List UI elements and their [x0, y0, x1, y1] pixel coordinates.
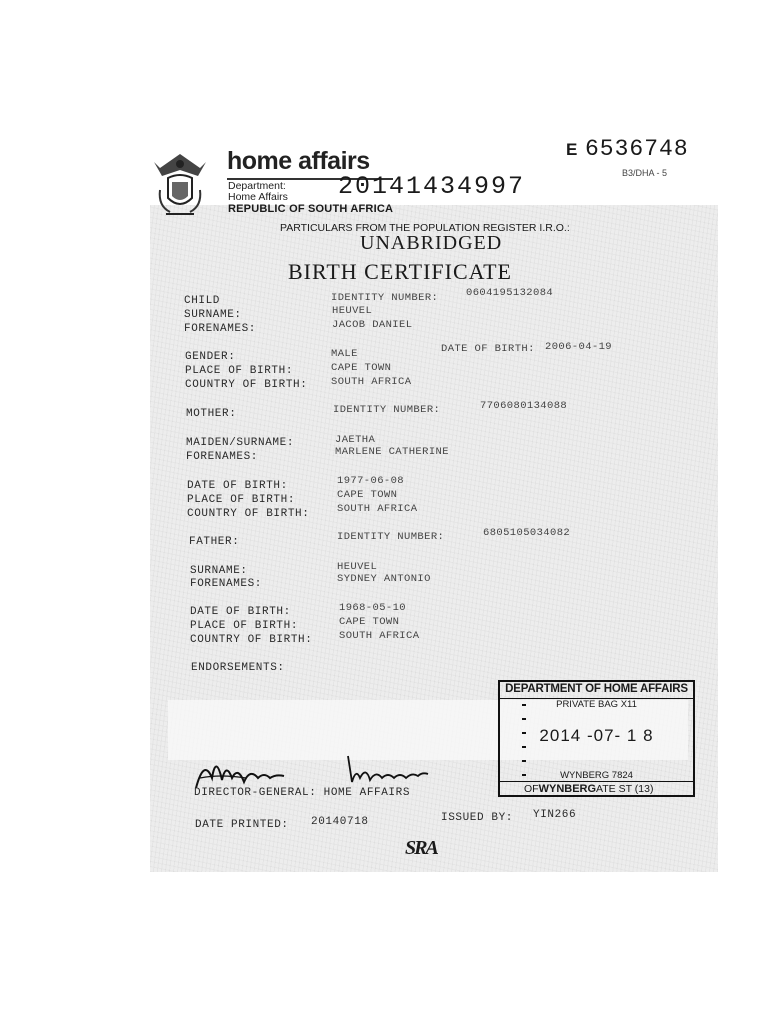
- mother-surname: JAETHA: [335, 434, 376, 446]
- child-cob-label: COUNTRY OF BIRTH:: [185, 379, 308, 391]
- stamp-office-name: WYNBERG: [538, 783, 597, 795]
- child-id-label: IDENTITY NUMBER:: [331, 292, 439, 304]
- country-name: REPUBLIC OF SOUTH AFRICA: [228, 203, 394, 215]
- mother-forenames: MARLENE CATHERINE: [335, 446, 449, 458]
- mother-id-number: 7706080134088: [480, 400, 568, 412]
- father-id-number: 6805105034082: [483, 527, 571, 539]
- stamp-office-prefix: OF: [524, 783, 539, 795]
- mother-section-label: MOTHER:: [186, 408, 237, 420]
- father-forenames-label: FORENAMES:: [190, 578, 263, 590]
- particulars-heading: PARTICULARS FROM THE POPULATION REGISTER I.R.O.:: [280, 222, 570, 234]
- signatory-title: DIRECTOR-GENERAL: HOME AFFAIRS: [194, 787, 411, 799]
- mother-surname-label: MAIDEN/SURNAME:: [186, 437, 295, 449]
- mother-id-label: IDENTITY NUMBER:: [333, 404, 441, 416]
- father-cob-label: COUNTRY OF BIRTH:: [190, 634, 313, 646]
- issued-by-label: ISSUED BY:: [441, 812, 514, 824]
- child-dob: 2006-04-19: [545, 341, 613, 353]
- child-gender-label: GENDER:: [185, 351, 236, 363]
- child-pob-label: PLACE OF BIRTH:: [185, 365, 294, 377]
- serial-number: 6536748: [585, 136, 689, 162]
- stamp-heading: DEPARTMENT OF HOME AFFAIRS: [505, 683, 688, 695]
- coat-of-arms-icon: [150, 150, 210, 220]
- child-cob: SOUTH AFRICA: [331, 376, 412, 388]
- mother-forenames-label: FORENAMES:: [186, 451, 259, 463]
- child-pob: CAPE TOWN: [331, 362, 392, 374]
- reference-number: 20141434997: [338, 172, 526, 201]
- department-name: Home Affairs: [228, 191, 288, 203]
- form-code: B3/DHA - 5: [622, 168, 668, 178]
- office-stamp: [498, 680, 695, 797]
- father-section-label: FATHER:: [189, 536, 240, 548]
- stamp-office-code: (13): [634, 783, 654, 795]
- father-dob: 1968-05-10: [339, 602, 407, 614]
- father-dob-label: DATE OF BIRTH:: [190, 606, 291, 618]
- department-block: [228, 181, 288, 203]
- father-cob: SOUTH AFRICA: [339, 630, 420, 642]
- child-forenames-label: FORENAMES:: [184, 323, 257, 335]
- serial-prefix: E: [566, 140, 578, 159]
- father-id-label: IDENTITY NUMBER:: [337, 531, 445, 543]
- endorsements-label: ENDORSEMENTS:: [191, 662, 285, 674]
- stamp-office: [524, 783, 653, 795]
- stamp-office-suffix: ATE ST: [596, 783, 632, 795]
- stamp-address: PRIVATE BAG X11: [556, 699, 637, 710]
- mother-pob-label: PLACE OF BIRTH:: [187, 494, 296, 506]
- stamp-place: WYNBERG 7824: [560, 770, 633, 781]
- mother-dob-label: DATE OF BIRTH:: [187, 480, 288, 492]
- certificate-title: BIRTH CERTIFICATE: [288, 259, 512, 284]
- child-surname-label: SURNAME:: [184, 309, 242, 321]
- issued-by: YIN266: [533, 809, 577, 821]
- stamp-foot-divider: [500, 781, 693, 782]
- child-forenames: JACOB DANIEL: [332, 319, 413, 331]
- mother-cob: SOUTH AFRICA: [337, 503, 418, 515]
- date-printed: 20140718: [311, 816, 369, 828]
- child-dob-label: DATE OF BIRTH:: [441, 343, 535, 355]
- father-surname-label: SURNAME:: [190, 565, 248, 577]
- printer-logo: SRA: [405, 837, 437, 859]
- child-id-number: 0604195132084: [466, 287, 554, 299]
- stamp-date: 2014 -07- 1 8: [539, 726, 654, 745]
- father-surname: HEUVEL: [337, 561, 378, 573]
- department-label: Department:: [228, 180, 286, 192]
- child-gender: MALE: [331, 348, 358, 360]
- brand-name: home affairs: [227, 147, 370, 175]
- child-surname: HEUVEL: [332, 305, 373, 317]
- mother-cob-label: COUNTRY OF BIRTH:: [187, 508, 310, 520]
- date-printed-label: DATE PRINTED:: [195, 819, 289, 831]
- father-forenames: SYDNEY ANTONIO: [337, 573, 431, 585]
- father-pob-label: PLACE OF BIRTH:: [190, 620, 299, 632]
- child-section-label: CHILD: [184, 295, 221, 307]
- father-pob: CAPE TOWN: [339, 616, 400, 628]
- certificate-type: UNABRIDGED: [360, 232, 503, 254]
- signature-right: [342, 748, 432, 788]
- mother-dob: 1977-06-08: [337, 475, 405, 487]
- mother-pob: CAPE TOWN: [337, 489, 398, 501]
